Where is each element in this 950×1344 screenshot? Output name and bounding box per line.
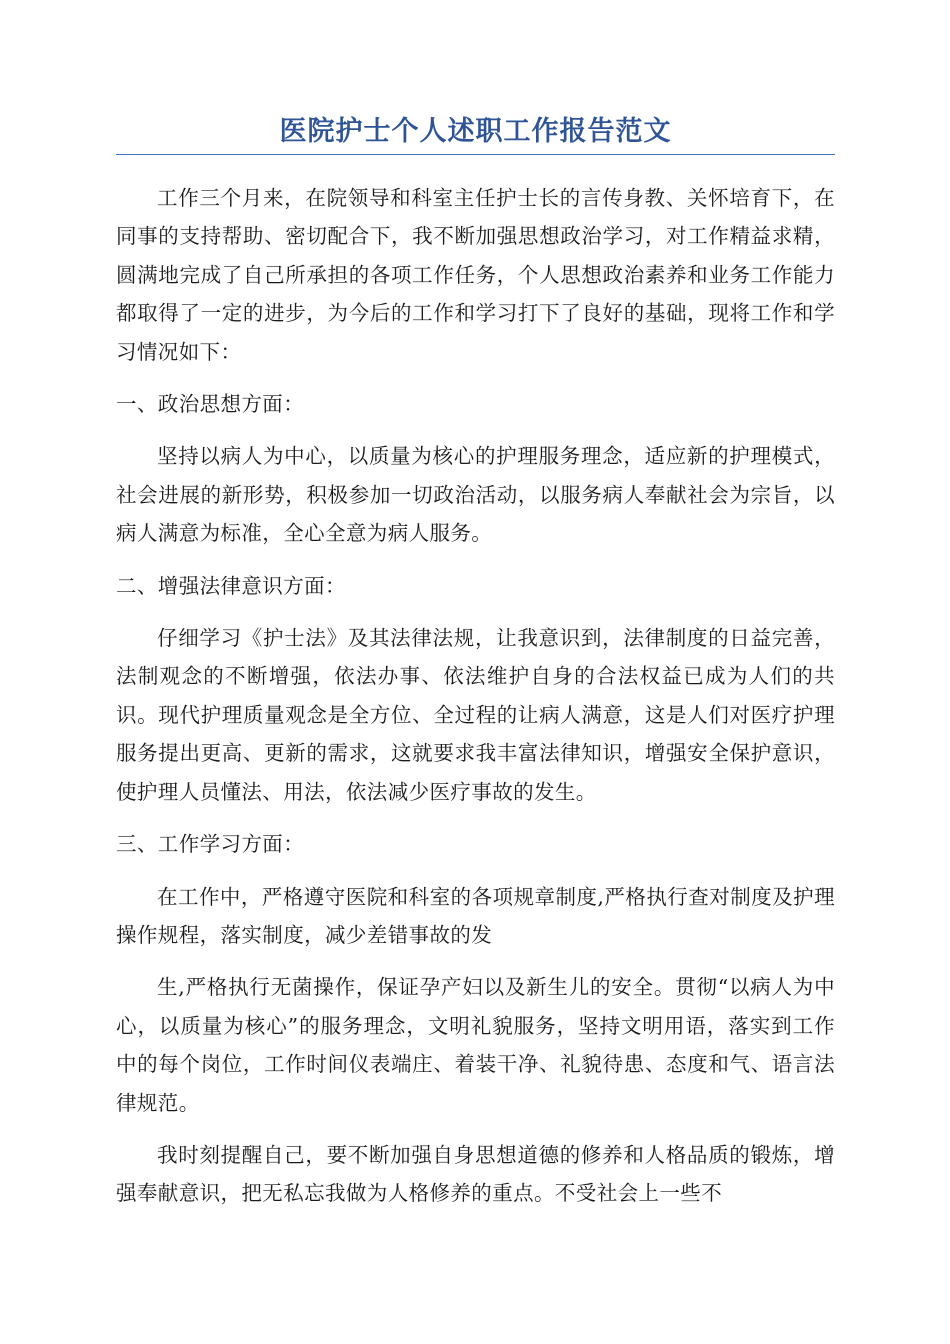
paragraph: 工作三个月来，在院领导和科室主任护士长的言传身教、关怀培育下，在同事的支持帮助、密切配合下，我不断加强思想政治学习，对工作精益求精，圆满地完成了自己所承担的各项工作任务，个人思想政治素养和业务工作能力都取得了一定的进步，为今后的工作和学习打下了良好的基础，现将工作和学习情况如下：: [116, 186, 835, 364]
paragraph: 仔细学习《护士法》及其法律法规，让我意识到，法律制度的日益完善，法制观念的不断增强，依法办事、依法维护自身的合法权益已成为人们的共识。现代护理质量观念是全方位、全过程的让病人满意，这是人们对医疗护理服务提出更高、更新的需求，这就要求我丰富法律知识，增强安全保护意识，使护理人员懂法、用法，依法减少医疗事故的发生。: [116, 626, 835, 804]
document-page: [116, 112, 835, 1227]
section-heading: 二、增强法律意识方面：: [116, 573, 346, 598]
paragraph: 我时刻提醒自己，要不断加强自身思想道德的修养和人格品质的锻炼，增强奉献意识，把无私忘我做为人格修养的重点。不受社会上一些不: [116, 1142, 835, 1206]
document-body: [116, 179, 835, 1213]
section-heading: 三、工作学习方面：: [116, 832, 305, 857]
paragraph: 在工作中，严格遵守医院和科室的各项规章制度,严格执行查对制度及护理操作规程，落实制度，减少差错事故的发: [116, 884, 835, 947]
paragraph: 生,严格执行无菌操作，保证孕产妇以及新生儿的安全。贯彻“以病人为中心，以质量为核心”的服务理念，文明礼貌服务，坚持文明用语，落实到工作中的每个岗位，工作时间仪表端庄、着装干净、礼貌待患、态度和气、语言法律规范。: [116, 975, 835, 1115]
document-title: 医院护士个人述职工作报告范文: [116, 112, 835, 155]
section-heading: 一、政治思想方面：: [116, 392, 305, 417]
paragraph: 坚持以病人为中心，以质量为核心的护理服务理念，适应新的护理模式，社会进展的新形势，积极参加一切政治活动，以服务病人奉献社会为宗旨，以病人满意为标准，全心全意为病人服务。: [116, 444, 835, 546]
